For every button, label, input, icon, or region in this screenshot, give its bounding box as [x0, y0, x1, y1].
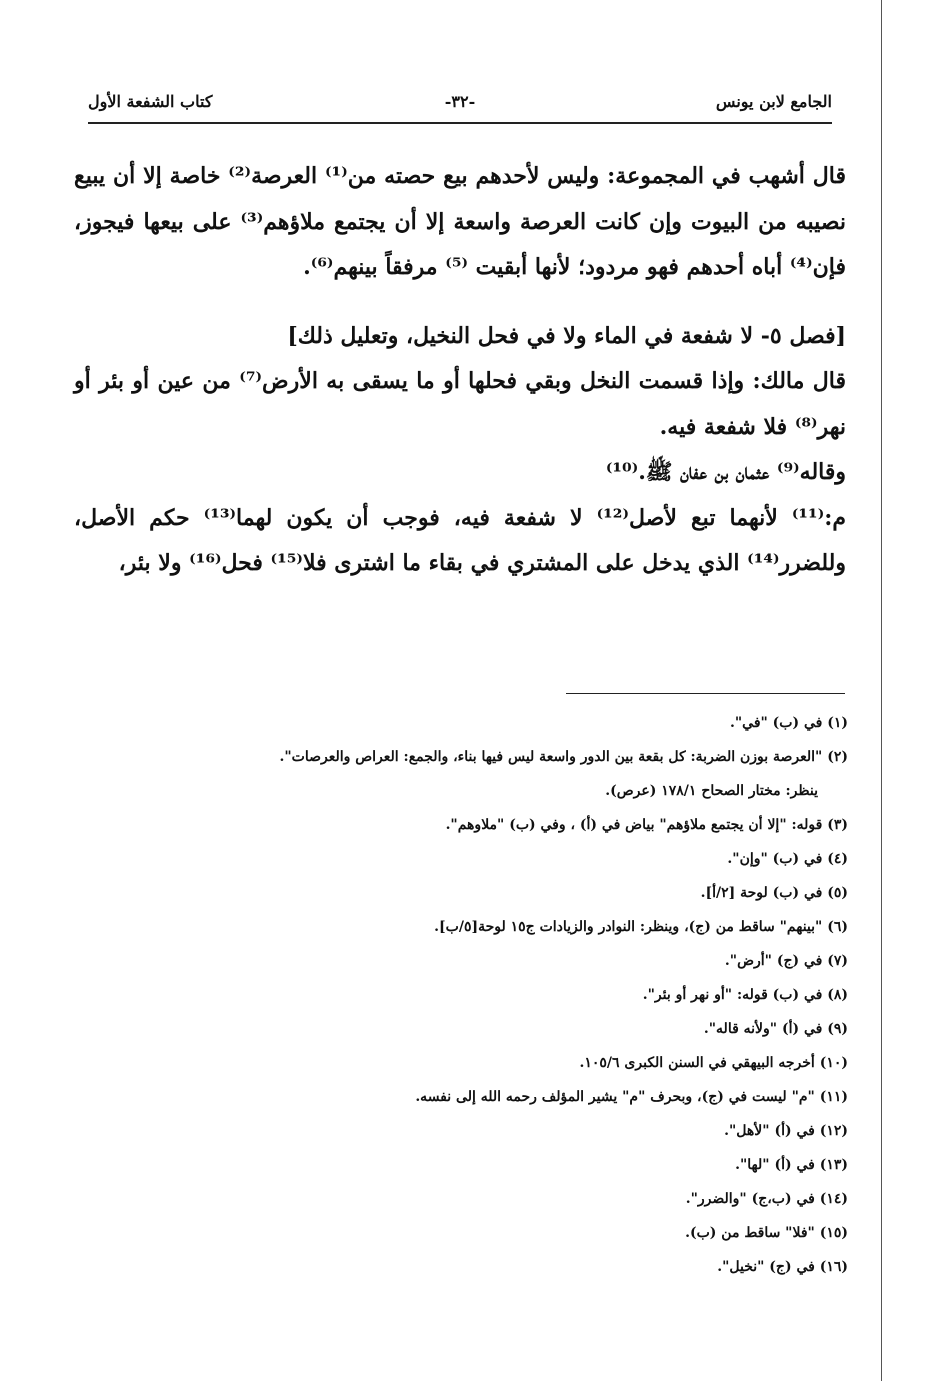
section-heading: [فصل ٥- لا شفعة في الماء ولا في فحل النخيل، وتعليل ذلك] [287, 322, 846, 349]
paragraph-ashhab: قال أشهب في المجموعة: وليس لأحدهم بيع حصته من⁽¹⁾ العرصة⁽²⁾ خاصة إلا أن يبيع نصيبه من البيوت وإن كانت العرصة واسعة إلا أن يجتمع ملاؤهم⁽³⁾ على بيعها فيجوز، فإن⁽⁴⁾ أباه أحدهم فهو مردود؛ لأنها أبقيت ⁽⁵⁾ مرفقاً بينهم⁽⁶⁾. [74, 163, 846, 280]
footnote-5: (٥) في (ب) لوحة [٢/أ]. [700, 885, 848, 901]
header-chapter-title: كتاب الشفعة الأول [88, 92, 213, 111]
paragraph-malik: قال مالك: وإذا قسمت النخل وبقي فحلها أو ما يسقى به الأرض⁽⁷⁾ من عين أو بئر أو نهر⁽⁸⁾ فلا شفعة فيه. [74, 368, 846, 440]
page-edge-line [881, 0, 882, 1381]
running-header [88, 92, 832, 116]
paragraph-uthman: وقاله⁽⁹⁾ عثمان بن عفان ﷺ.⁽¹⁰⁾ [605, 459, 846, 485]
main-text [74, 154, 846, 587]
footnote-7: (٧) في (ج) "أرض". [724, 953, 848, 969]
footnote-16: (١٦) في (ج) "نخيل". [717, 1259, 848, 1275]
footnotes [120, 706, 848, 1284]
footnote-3: (٣) قوله: "إلا أن يجتمع ملاؤهم" بياض في (أ) ، وفي (ب) "ملاوهم". [445, 817, 848, 833]
footnote-13: (١٣) في (أ) "لها". [735, 1157, 848, 1173]
footnote-9: (٩) في (أ) "ولأنه قاله". [703, 1021, 848, 1037]
page-number: -٣٢- [444, 92, 476, 111]
paragraph-commentary: م:⁽¹¹⁾ لأنهما تبع لأصل⁽¹²⁾ لا شفعة فيه، فوجب أن يكون لهما⁽¹³⁾ حكم الأصل، وللضرر⁽¹⁴⁾ الذي يدخل على المشتري في بقاء ما اشترى فلا⁽¹⁵⁾ فحل⁽¹⁶⁾ ولا بئر، [74, 504, 846, 576]
footnote-4: (٤) في (ب) "وإن". [727, 851, 848, 867]
footnote-2: (٢) "العرصة بوزن الضربة: كل بقعة بين الدور واسعة ليس فيها بناء، والجمع: العراص والعرصات". [279, 749, 848, 765]
footnote-10: (١٠) أخرجه البيهقي في السنن الكبرى ١٠٥/٦. [579, 1055, 848, 1071]
footnote-15: (١٥) "فلا" ساقط من (ب). [685, 1225, 848, 1241]
footnote-6: (٦) "بينهم" ساقط من (ج)، وينظر: النوادر والزيادات ج١٥ لوحة[٥/ب]. [434, 919, 848, 935]
footnote-1: (١) في (ب) "في". [729, 715, 848, 731]
header-rule [88, 122, 832, 124]
footnote-11: (١١) "م" ليست في (ج)، وبحرف "م" يشير المؤلف رحمه الله إلى نفسه. [415, 1089, 848, 1105]
footnote-8: (٨) في (ب) قوله: "أو نهر أو بئر". [642, 987, 848, 1003]
footnote-14: (١٤) في (ب،ج) "والضرر". [685, 1191, 848, 1207]
footnote-2-reference: ينظر: مختار الصحاح ١٧٨/١ (عرص). [605, 783, 818, 799]
footnote-12: (١٢) في (أ) "لأهل". [724, 1123, 848, 1139]
footnote-separator [566, 693, 845, 694]
header-book-title: الجامع لابن يونس [715, 92, 832, 111]
